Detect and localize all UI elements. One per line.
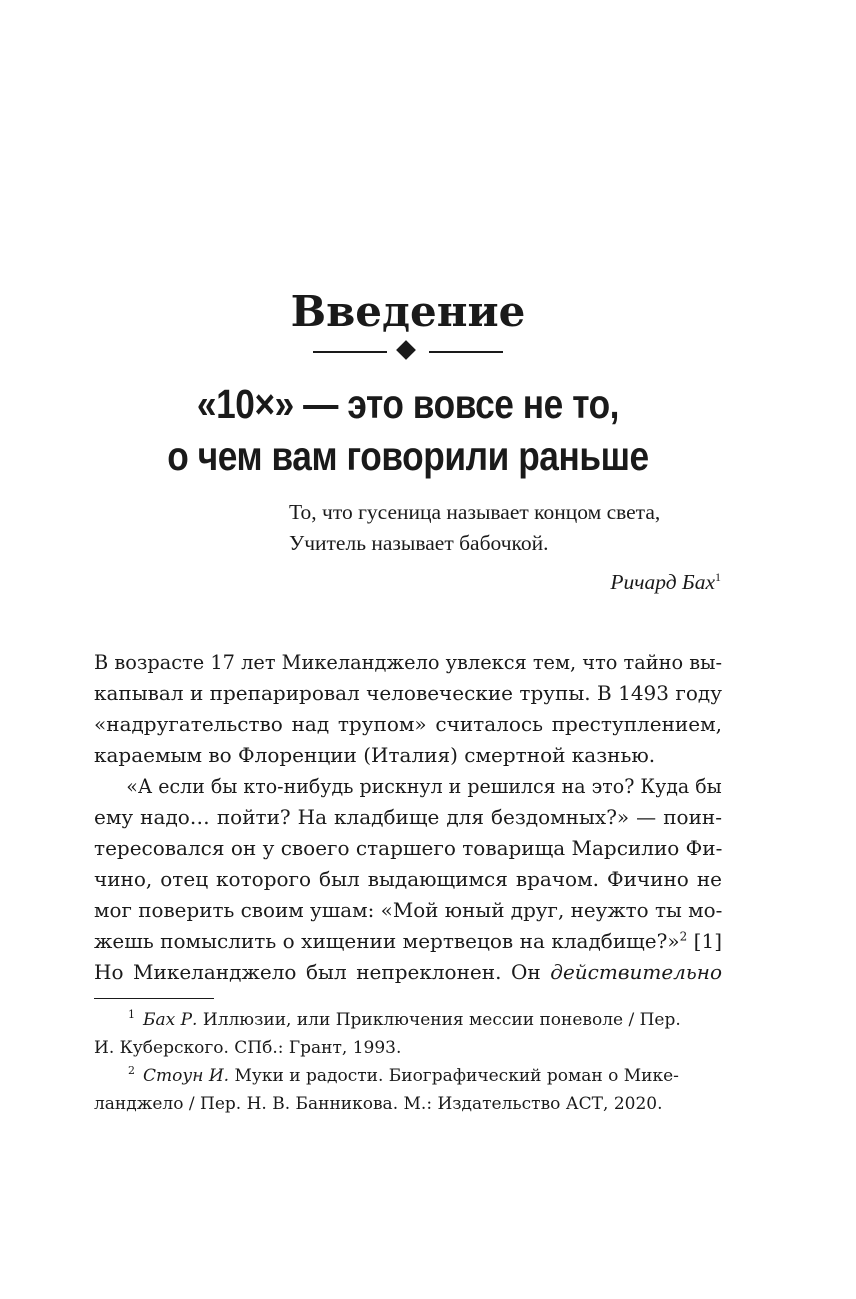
title-ornament [313,342,503,362]
paragraph-2-line-7 [94,957,722,988]
paragraph-2-line-6 [94,926,722,957]
reference-marker: [1] [687,929,722,953]
body-text [94,647,722,988]
ornament-line-left [313,351,387,353]
paragraph-1-line-3: «надругательство над трупом» считалось преступлением, [94,712,722,736]
paragraph-2-line-5: мог поверить своим ушам: «Мой юный друг, неужто ты мо- [94,898,723,922]
paragraph-2-line-3: тересовался он у своего старшего товарища Марсилио Фи- [94,836,723,860]
paragraph-2-line-7-text: Но Микеланджело был непреклонен. Он [94,960,551,984]
paragraph-1-line-1: В возрасте 17 лет Микеланджело увлекся тем, что тайно вы- [94,650,723,674]
footnote-1-text-1: Иллюзии, или Приключения мессии поневоле / Пер. [197,1010,681,1030]
epigraph-author-name: Ричард Бах [610,570,715,594]
epigraph [289,497,721,598]
footnote-marker-1: 1 [715,569,721,584]
paragraph-2-line-1: «А если бы кто-нибудь рискнул и решился на это? Куда бы [126,774,722,798]
footnote-divider [94,998,214,999]
footnote-2-author: Стоун И. [143,1066,230,1086]
epigraph-author [289,567,721,598]
paragraph-2-line-2: ему надо… пойти? На кладбище для бездомных?» — поин- [94,805,722,829]
footnote-1-line-1 [94,1006,722,1034]
footnote-1-number: 1 [128,1008,135,1022]
chapter-title-line-1: «10×» — это вовсе не то, [196,381,620,427]
chapter-label: Введение [290,287,526,336]
footnote-2-line-2: ланджело / Пер. Н. В. Банникова. М.: Издательство АСТ, 2020. [94,1094,663,1114]
footnote-1-author: Бах Р. [143,1010,198,1030]
paragraph-1-line-4: караемым во Флоренции (Италия) смертной казнью. [94,743,656,767]
epigraph-line-1: То, что гусеница называет концом света, [289,500,661,524]
footnote-2-number: 2 [128,1064,135,1078]
footnote-1-line-2: И. Куберского. СПб.: Грант, 1993. [94,1038,402,1058]
footnote-2-line-1 [94,1062,722,1090]
chapter-title-line-2: о чем вам говорили раньше [167,433,649,479]
diamond-icon [396,340,416,360]
paragraph-2-line-6-text: жешь помыслить о хищении мертвецов на кладбище?» [94,929,680,953]
footnote-marker-2: 2 [679,929,688,944]
chapter-title [109,378,708,482]
emphasis-word: действительно [550,960,722,984]
paragraph-1-line-2: капывал и препарировал человеческие трупы. В 1493 году [94,681,722,705]
footnotes [94,1006,722,1118]
footnote-2-text-1: Муки и радости. Биографический роман о Мике- [229,1066,679,1086]
paragraph-2-line-4: чино, отец которого был выдающимся врачом. Фичино не [94,867,722,891]
ornament-line-right [429,351,503,353]
epigraph-line-2: Учитель называет бабочкой. [289,531,549,555]
